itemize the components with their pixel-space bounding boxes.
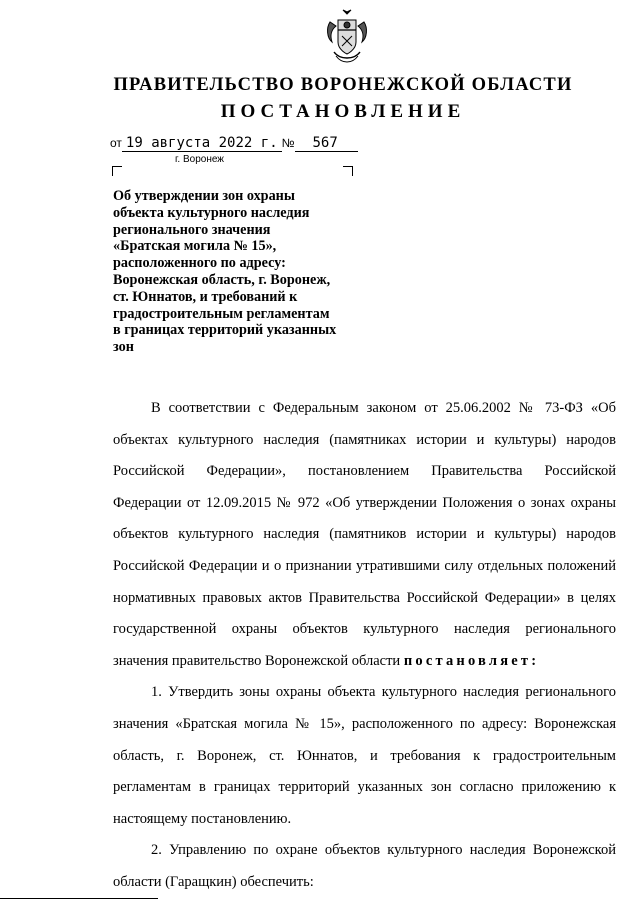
coat-of-arms-emblem <box>322 8 372 68</box>
body-text: значения правительство Воронежской области <box>113 652 401 669</box>
subject-line: регионального значения <box>113 221 271 238</box>
body-line: регламентам в границах территорий указанных зон согласно приложению к <box>113 779 616 796</box>
subject-line: градостроительным регламентам <box>113 305 330 322</box>
subject-line: в границах территорий указанных <box>113 322 337 339</box>
subject-line: Об утверждении зон охраны <box>113 188 295 204</box>
body-line: Российской Федерации и о признании утратившими силу отдельных положений <box>113 558 616 574</box>
body-line <box>113 653 616 670</box>
document-type: ПОСТАНОВЛЕНИЕ <box>220 101 466 122</box>
document-subject <box>113 188 368 356</box>
date-number-row <box>110 135 358 152</box>
body-line: настоящему постановлению. <box>113 810 292 827</box>
body-line: область, г. Воронеж, ст. Юннатов, и требования к градостроительным <box>113 747 616 764</box>
city-label: г. Воронеж <box>175 154 224 165</box>
subject-line: зон <box>113 339 134 356</box>
body-line: нормативных правовых актов Правительства Российской Федерации» в целях <box>113 589 616 606</box>
footer-divider <box>0 898 158 899</box>
corner-bracket-right <box>343 166 353 176</box>
date-prefix: от <box>110 136 122 150</box>
body-line: 1. Утвердить зоны охраны объекта культурного наследия регионального <box>151 684 616 701</box>
subject-line: объекта культурного наследия <box>113 204 310 221</box>
body-line: 2. Управлению по охране объектов культурного наследия Воронежской <box>151 842 616 859</box>
body-line: области (Гаращкин) обеспечить: <box>113 874 314 890</box>
body-line: Федерации от 12.09.2015 № 972 «Об утверждении Положения о зонах охраны <box>113 494 616 511</box>
corner-bracket-left <box>112 166 122 176</box>
body-line: государственной охраны объектов культурного наследия регионального <box>113 621 616 638</box>
body-line: объектах культурного наследия (памятниках истории и культуры) народов <box>113 431 616 448</box>
number-prefix: № <box>281 136 295 150</box>
body-line: В соответствии с Федеральным законом от 25.06.2002 № 73-ФЗ «Об <box>151 400 616 416</box>
body-line: значения «Братская могила № 15», расположенного по адресу: Воронежская <box>113 716 616 732</box>
subject-line: «Братская могила № 15», <box>113 238 277 255</box>
organization-name: ПРАВИТЕЛЬСТВО ВОРОНЕЖСКОЙ ОБЛАСТИ <box>113 75 573 95</box>
body-line: Российской Федерации», постановлением Правительства Российской <box>113 463 616 480</box>
subject-line: Воронежская область, г. Воронеж, <box>113 271 331 288</box>
resolves-word: постановляет: <box>403 652 540 669</box>
subject-line: ст. Юннатов, и требований к <box>113 288 298 305</box>
subject-line: расположенного по адресу: <box>113 255 286 272</box>
body-line: объектов культурного наследия (памятников истории и культуры) народов <box>113 526 616 543</box>
document-number: 567 <box>295 135 358 152</box>
document-date: 19 августа 2022 г. <box>122 135 282 152</box>
